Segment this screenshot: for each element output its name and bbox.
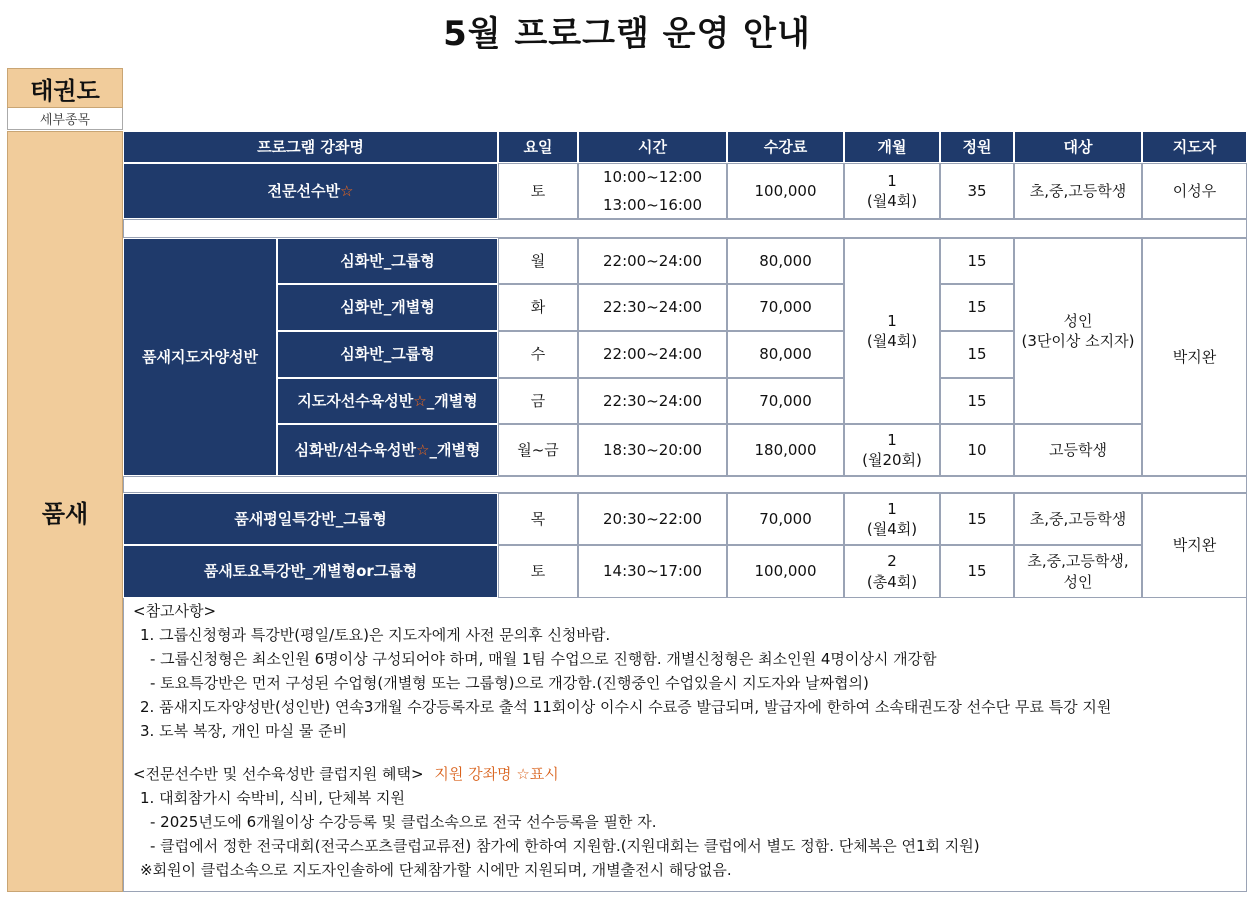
- program-name: 심화반_그룹형: [277, 331, 498, 378]
- fee-cell: 100,000: [727, 545, 844, 598]
- header-months: 개월: [844, 131, 940, 163]
- months-value: 1: [887, 499, 897, 518]
- notes-section: [123, 598, 1247, 892]
- months-cell: [844, 545, 940, 598]
- months-value: 2: [887, 552, 897, 571]
- months-cell: [844, 493, 940, 545]
- program-type: _개별형: [426, 391, 478, 410]
- benefit-heading: <전문선수반 및 선수육성반 클럽지원 혜택>: [133, 765, 424, 783]
- months-sessions: (총4회): [866, 572, 918, 591]
- time-slot: 13:00~16:00: [602, 196, 703, 214]
- program-name: 심화반_그룹형: [277, 238, 498, 284]
- day-cell: 토: [498, 163, 578, 219]
- header-instructor: 지도자: [1142, 131, 1247, 163]
- benefit-line: - 클럽에서 정한 전국대회(전국스포츠클럽교류전) 참가에 한하여 지원함.(지원대회는 클럽에서 별도 정함. 단체복은 연1회 지원): [150, 837, 980, 855]
- program-name: 지도자선수육성반: [297, 391, 414, 410]
- capacity-cell: 10: [940, 424, 1014, 476]
- target-cell: [1014, 238, 1142, 424]
- months-cell: [844, 163, 940, 219]
- header-capacity: 정원: [940, 131, 1014, 163]
- row-spacer: [123, 476, 1247, 493]
- months-value: 1: [887, 430, 897, 449]
- instructor-cell: 박지완: [1142, 238, 1247, 476]
- target-value: 성인: [1063, 572, 1093, 591]
- day-cell: 월: [498, 238, 578, 284]
- months-sessions: (월4회): [866, 520, 918, 538]
- header-fee: 수강료: [727, 131, 844, 163]
- fee-cell: 70,000: [727, 284, 844, 331]
- day-cell: 토: [498, 545, 578, 598]
- notes-heading: <참고사항>: [133, 602, 217, 620]
- benefit-note: 지원 강좌명 ☆표시: [434, 765, 559, 783]
- star-icon: ☆: [340, 181, 354, 200]
- time-cell: 20:30~22:00: [578, 493, 727, 545]
- target-cell: 초,중,고등학생: [1014, 493, 1142, 545]
- note-line: 2. 품새지도자양성반(성인반) 연속3개월 수강등록자로 출석 11회이상 이수시 수료증 발급되며, 발급자에 한하여 소속태권도장 선수단 무료 특강 지원: [140, 698, 1112, 716]
- fee-cell: 80,000: [727, 331, 844, 378]
- capacity-cell: 15: [940, 331, 1014, 378]
- time-slot: 10:00~12:00: [602, 168, 703, 186]
- program-name: 심화반/선수육성반: [294, 440, 416, 459]
- target-value: 초,중,고등학생,: [1027, 552, 1129, 571]
- months-sessions: (월4회): [866, 332, 918, 350]
- instructor-cell: 박지완: [1142, 493, 1247, 598]
- star-icon: ☆: [413, 391, 427, 410]
- fee-cell: 70,000: [727, 378, 844, 424]
- page-title: 5월 프로그램 운영 안내: [443, 14, 811, 54]
- target-condition: (3단이상 소지자): [1021, 332, 1135, 350]
- target-cell: 고등학생: [1014, 424, 1142, 476]
- day-cell: 목: [498, 493, 578, 545]
- program-name: 전문선수반: [267, 181, 340, 200]
- months-value: 1: [887, 171, 897, 190]
- capacity-cell: 15: [940, 284, 1014, 331]
- category-name: 태권도: [7, 68, 123, 108]
- instructor-cell: 이성우: [1142, 163, 1247, 219]
- group-label: 품새지도자양성반: [123, 238, 277, 476]
- day-cell: 금: [498, 378, 578, 424]
- category-sub-label: 세부종목: [7, 108, 123, 130]
- months-sessions: (월4회): [866, 192, 918, 210]
- row-spacer: [123, 219, 1247, 238]
- capacity-cell: 15: [940, 545, 1014, 598]
- benefit-line: - 2025년도에 6개월이상 수강등록 및 클럽소속으로 전국 선수등록을 필한 자.: [150, 813, 657, 831]
- capacity-cell: 15: [940, 378, 1014, 424]
- target-cell: [1014, 545, 1142, 598]
- time-cell: 14:30~17:00: [578, 545, 727, 598]
- fee-cell: 80,000: [727, 238, 844, 284]
- capacity-cell: 15: [940, 238, 1014, 284]
- target-cell: 초,중,고등학생: [1014, 163, 1142, 219]
- program-name-cell: [277, 378, 498, 424]
- header-program: 프로그램 강좌명: [123, 131, 498, 163]
- time-cell: 22:00~24:00: [578, 331, 727, 378]
- program-name: 심화반_개별형: [277, 284, 498, 331]
- day-cell: 화: [498, 284, 578, 331]
- star-icon: ☆: [415, 440, 430, 459]
- months-sessions: (월20회): [862, 451, 922, 469]
- benefit-heading-row: [133, 762, 559, 786]
- target-value: 성인: [1063, 311, 1093, 330]
- capacity-cell: 15: [940, 493, 1014, 545]
- time-cell: 22:00~24:00: [578, 238, 727, 284]
- note-line: 3. 도복 복장, 개인 마실 물 준비: [140, 722, 348, 740]
- time-cell: [578, 163, 727, 219]
- note-line: 1. 그룹신청형과 특강반(평일/토요)은 지도자에게 사전 문의후 신청바람.: [140, 626, 611, 644]
- program-type: _개별형: [429, 440, 481, 459]
- time-cell: 18:30~20:00: [578, 424, 727, 476]
- note-line: - 토요특강반은 먼저 구성된 수업형(개별형 또는 그룹형)으로 개강함.(진행중인 수업있을시 지도자와 날짜협의): [150, 674, 869, 692]
- program-name-cell: [277, 424, 498, 476]
- header-day: 요일: [498, 131, 578, 163]
- fee-cell: 100,000: [727, 163, 844, 219]
- header-target: 대상: [1014, 131, 1142, 163]
- time-cell: 22:30~24:00: [578, 284, 727, 331]
- fee-cell: 180,000: [727, 424, 844, 476]
- months-value: 1: [887, 311, 897, 330]
- benefit-line: 1. 대회참가시 숙박비, 식비, 단체복 지원: [140, 789, 406, 807]
- benefit-line: ※회원이 클럽소속으로 지도자인솔하에 단체참가할 시에만 지원되며, 개별출전시 해당없음.: [140, 861, 732, 879]
- day-cell: 수: [498, 331, 578, 378]
- months-cell: [844, 238, 940, 424]
- program-name-cell: [123, 163, 498, 219]
- months-cell: [844, 424, 940, 476]
- side-label: 품새: [7, 131, 123, 892]
- header-time: 시간: [578, 131, 727, 163]
- capacity-cell: 35: [940, 163, 1014, 219]
- day-cell: 월~금: [498, 424, 578, 476]
- program-name: 품새평일특강반_그룹형: [123, 493, 498, 545]
- note-line: - 그룹신청형은 최소인원 6명이상 구성되어야 하며, 매월 1팀 수업으로 진행함. 개별신청형은 최소인원 4명이상시 개강함: [150, 650, 937, 668]
- fee-cell: 70,000: [727, 493, 844, 545]
- program-name: 품새토요특강반_개별형or그룹형: [123, 545, 498, 598]
- time-cell: 22:30~24:00: [578, 378, 727, 424]
